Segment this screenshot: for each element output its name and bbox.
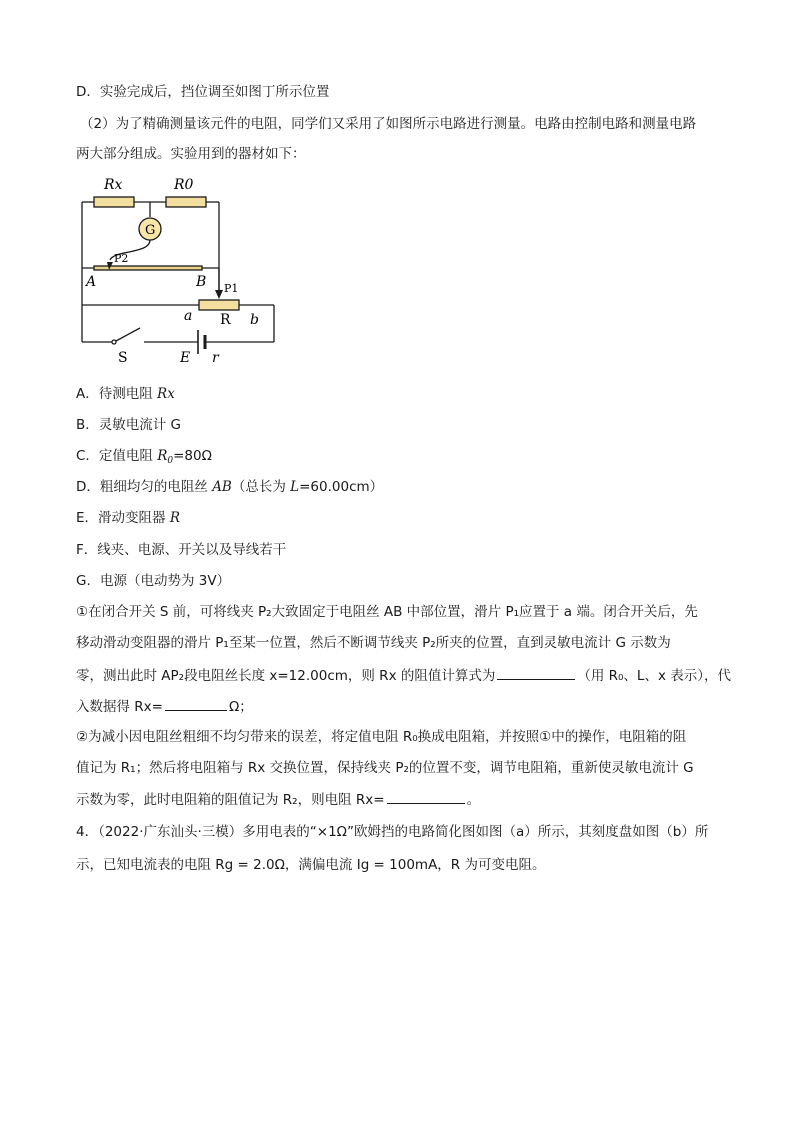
step-1-line-2: 移动滑动变阻器的滑片 P₁至某一位置，然后不断调节线夹 P₂所夹的位置，直到灵敏电流计 G 示数为 — [76, 635, 671, 651]
option-b: B．灵敏电流计 G — [76, 417, 182, 433]
label-b: b — [250, 312, 259, 328]
circuit-diagram — [74, 172, 284, 372]
answer-blank-rx-value[interactable] — [165, 696, 227, 711]
option-d-previous: D．实验完成后，挡位调至如图丁所示位置 — [76, 84, 330, 100]
switch-s — [116, 328, 140, 341]
option-g: G．电源（电动势为 3V） — [76, 573, 231, 589]
label-g: G — [145, 223, 156, 238]
label-a-end: A — [86, 274, 97, 290]
label-s: S — [118, 350, 128, 366]
question-2-line-2: 两大部分组成。实验用到的器材如下： — [76, 146, 306, 162]
option-d: D．粗细均匀的电阻丝 AB（总长为 L=60.00cm） — [76, 479, 384, 495]
label-rx: Rx — [104, 177, 123, 193]
option-a: A．待测电阻 Rx — [76, 386, 175, 402]
step-2-line-1: ②为减小因电阻丝粗细不均匀带来的误差，将定值电阻 R₀换成电阻箱，并按照①中的操作，电阻箱的阻 — [76, 729, 687, 745]
question-2-line-1: （2）为了精确测量该元件的电阻，同学们又采用了如图所示电路进行测量。电路由控制电路和测量电路 — [80, 116, 697, 132]
slider-p1-arrow — [215, 290, 223, 299]
step-2-line-3: 示数为零，此时电阻箱的阻值记为 R₂，则电阻 Rx= 。 — [76, 789, 480, 810]
question-4-line-2: 示，已知电流表的电阻 Rg = 2.0Ω，满偏电流 Ig = 100mA，R 为可变电阻。 — [76, 857, 546, 873]
step-2-line-2: 值记为 R₁；然后将电阻箱与 Rx 交换位置，保持线夹 P₂的位置不变，调节电阻箱，重新使灵敏电流计 G — [76, 760, 694, 776]
label-p1: P1 — [224, 282, 239, 295]
step-1-line-1: ①在闭合开关 S 前，可将线夹 P₂大致固定于电阻丝 AB 中部位置，滑片 P₁应置于 a 端。闭合开关后，先 — [76, 604, 698, 620]
step-1-line-4: 入数据得 Rx= Ω； — [76, 696, 253, 717]
label-internal-r: r — [212, 350, 219, 366]
rheostat-r — [199, 300, 239, 310]
label-a: a — [184, 308, 193, 324]
label-b-end: B — [196, 274, 207, 290]
answer-blank-formula[interactable] — [497, 665, 575, 680]
label-p2: P2 — [114, 252, 129, 265]
label-e: E — [180, 350, 191, 366]
option-e: E．滑动变阻器 R — [76, 510, 180, 526]
answer-blank-rx-formula[interactable] — [387, 789, 465, 804]
option-f: F．线夹、电源、开关以及导线若干 — [76, 542, 287, 558]
label-r0: R0 — [174, 177, 194, 193]
step-1-line-3: 零，测出此时 AP₂段电阻丝长度 x=12.00cm，则 Rx 的阻值计算式为 （用 R₀、L、x 表示），代 — [76, 665, 731, 686]
question-4-line-1: 4．（2022·广东汕头·三模）多用电表的“×1Ω”欧姆挡的电路简化图如图（a）所示，其刻度盘如图（b）所 — [76, 824, 709, 840]
label-r: R — [220, 312, 231, 328]
option-c: C．定值电阻 $R_0=80\Omega$ — [76, 448, 212, 466]
resistor-rx — [94, 197, 134, 207]
resistor-r0 — [166, 197, 206, 207]
switch-pivot — [112, 340, 116, 344]
